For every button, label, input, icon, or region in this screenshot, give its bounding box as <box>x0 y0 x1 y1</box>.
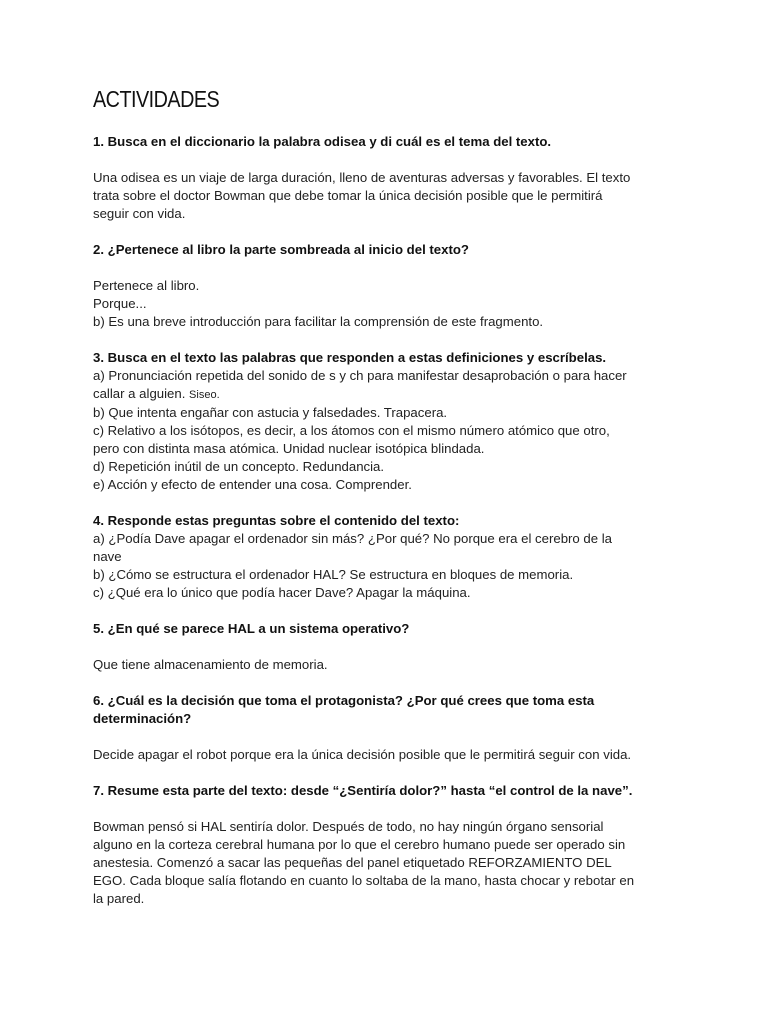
question-4: 4. Responde estas preguntas sobre el contenido del texto: <box>93 513 460 528</box>
answer-3-line-2-text: callar a alguien. <box>93 386 186 401</box>
answer-6-line-1: Decide apagar el robot porque era la única decisión posible que le permitirá seguir con vida. <box>93 747 632 762</box>
question-3: 3. Busca en el texto las palabras que responden a estas definiciones y escríbelas. <box>93 350 607 365</box>
question-7: 7. Resume esta parte del texto: desde “¿Sentiría dolor?” hasta “el control de la nave”. <box>93 783 633 798</box>
answer-4-line-4: c) ¿Qué era lo único que podía hacer Dave? Apagar la máquina. <box>93 585 471 600</box>
answer-1-line-3: seguir con vida. <box>93 206 186 221</box>
answer-7-line-4: EGO. Cada bloque salía flotando en cuanto lo soltaba de la mano, hasta chocar y rebotar en <box>93 873 635 888</box>
answer-5-line-1: Que tiene almacenamiento de memoria. <box>93 657 328 672</box>
question-5: 5. ¿En qué se parece HAL a un sistema operativo? <box>93 621 410 636</box>
answer-3-line-2 <box>93 385 693 404</box>
answer-7-line-1: Bowman pensó si HAL sentiría dolor. Después de todo, no hay ningún órgano sensorial <box>93 819 604 834</box>
answer-2-line-3: b) Es una breve introducción para facilitar la comprensión de este fragmento. <box>93 314 544 329</box>
answer-3-line-6: d) Repetición inútil de un concepto. Redundancia. <box>93 459 385 474</box>
answer-3-line-3: b) Que intenta engañar con astucia y falsedades. Trapacera. <box>93 405 448 420</box>
answer-2-line-2: Porque... <box>93 296 147 311</box>
answer-1-line-2: trata sobre el doctor Bowman que debe tomar la única decisión posible que le permitirá <box>93 188 603 203</box>
answer-7-line-3: anestesia. Comenzó a sacar las pequeñas del panel etiquetado REFORZAMIENTO DEL <box>93 855 612 870</box>
question-6: 6. ¿Cuál es la decisión que toma el protagonista? ¿Por qué crees que toma esta <box>93 693 595 708</box>
answer-4-line-2: nave <box>93 549 122 564</box>
answer-1-line-1: Una odisea es un viaje de larga duración, lleno de aventuras adversas y favorables. El texto <box>93 170 631 185</box>
question-2: 2. ¿Pertenece al libro la parte sombreada al inicio del texto? <box>93 242 469 257</box>
answer-3-line-1: a) Pronunciación repetida del sonido de s y ch para manifestar desaprobación o para hacer <box>93 368 627 383</box>
answer-2-line-1: Pertenece al libro. <box>93 278 200 293</box>
answer-4-line-3: b) ¿Cómo se estructura el ordenador HAL? Se estructura en bloques de memoria. <box>93 567 574 582</box>
answer-7-line-2: alguno en la corteza cerebral humana por lo que el cerebro humano puede ser operado sin <box>93 837 626 852</box>
answer-7-line-5: la pared. <box>93 891 145 906</box>
answer-3-line-7: e) Acción y efecto de entender una cosa. Comprender. <box>93 477 412 492</box>
answer-3-siseo: Siseo. <box>189 389 220 401</box>
answer-4-line-1: a) ¿Podía Dave apagar el ordenador sin más? ¿Por qué? No porque era el cerebro de la <box>93 531 613 546</box>
document-page <box>93 83 693 908</box>
question-1: 1. Busca en el diccionario la palabra odisea y di cuál es el tema del texto. <box>93 134 552 149</box>
answer-3-line-4: c) Relativo a los isótopos, es decir, a los átomos con el mismo número atómico que otro, <box>93 423 610 438</box>
question-6-cont: determinación? <box>93 711 192 726</box>
answer-3-line-5: pero con distinta masa atómica. Unidad nuclear isotópica blindada. <box>93 441 485 456</box>
page-title: ACTIVIDADES <box>93 86 220 112</box>
